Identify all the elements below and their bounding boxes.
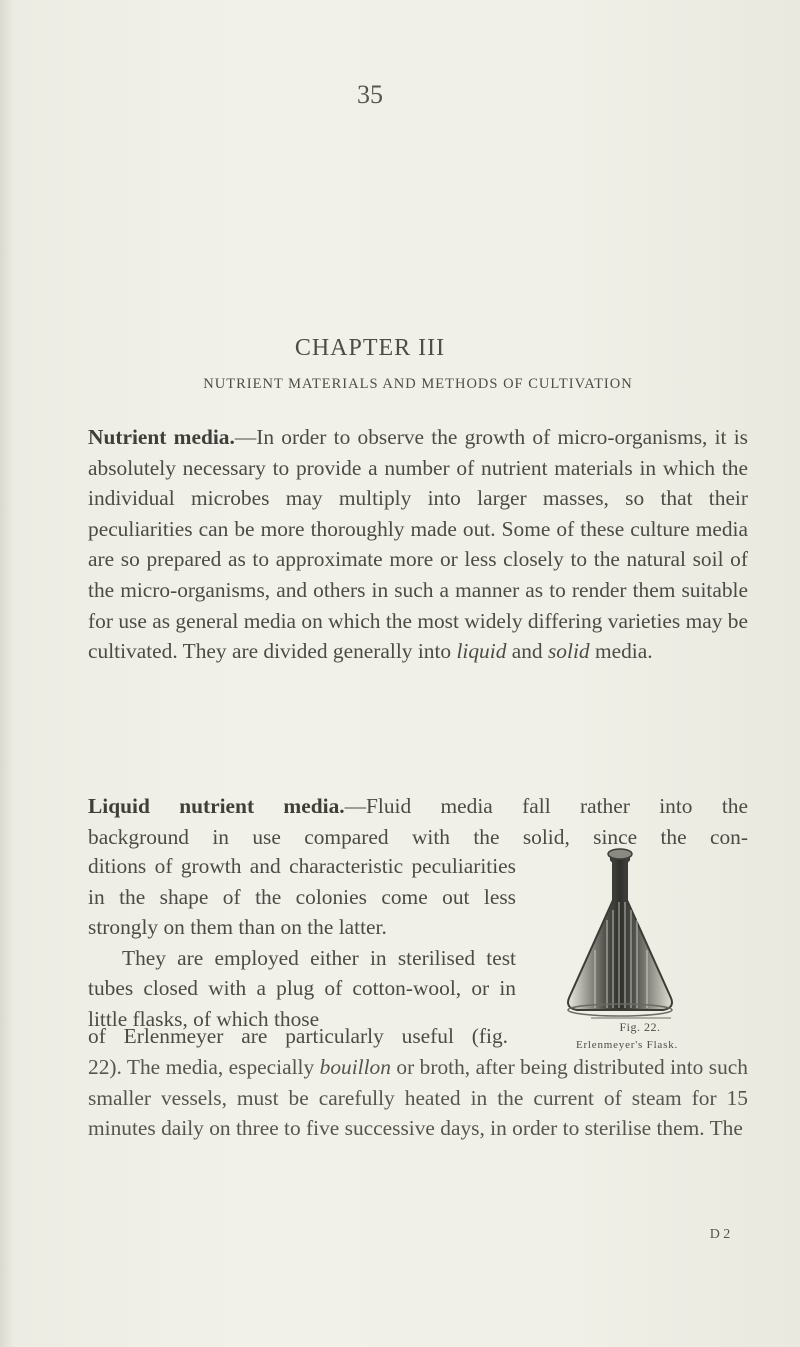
paragraph-text: ditions of growth and characteristic peculiarities in the shape of the colonies come out less strongly on them than on the latter.: [88, 854, 516, 940]
page-number: 35: [357, 80, 383, 109]
italic-term-bouillon: bouillon: [319, 1055, 391, 1079]
cotton-plug-shape: [608, 849, 632, 859]
italic-term-solid: solid: [547, 639, 590, 664]
paragraph-lead: Nutrient media.: [88, 425, 235, 449]
text-line-fig-reference: [88, 1021, 508, 1052]
paragraph-text: and: [506, 639, 548, 664]
text-line-content: —Fluid media fall rather into the: [344, 794, 748, 818]
text-line-content: of Erlenmeyer are particularly useful (fig.: [88, 1024, 508, 1048]
signature-mark: D 2: [709, 1227, 731, 1242]
page-gutter-shadow: [0, 0, 14, 1347]
paragraph-text: —In order to observe the growth of micro-organisms, it is absolutely necessary to provide a number of nutrient materials in which the individual microbes may multiply into larger masses, so that their peculiarities can be more thoroughly made out. Some of these culture media are so prepared as to approximate more or less closely to the natural soil of the micro-organisms, and others in such a manner as to render them suitable for use as general media on which the most widely differing varieties may be cultivated. They are divided generally into: [88, 425, 748, 664]
section-title: NUTRIENT MATERIALS AND METHODS OF CULTIVATION: [203, 376, 633, 392]
paragraph-text: media.: [589, 639, 653, 664]
paragraph-nutrient-media: [88, 422, 748, 667]
paragraph-text: 22). The media, especially: [88, 1055, 320, 1079]
figure-label: Fig. 22.: [619, 1020, 661, 1034]
italic-term-liquid: liquid: [456, 639, 507, 664]
chapter-title: CHAPTER III: [294, 335, 446, 361]
paragraph-text: or broth, after being distributed into such smaller vessels, must be carefully heated in the current of steam for 15 minutes daily on three to five successive days, in order to sterilise them. The: [88, 1055, 748, 1141]
figure-caption: Erlenmeyer's Flask.: [575, 1039, 679, 1051]
wrapped-text-column: [88, 851, 516, 1035]
text-line: [88, 791, 748, 822]
erlenmeyer-flask-illustration: [555, 840, 685, 1020]
paragraph-text: They are employed either in sterilised test tubes closed with a plug of cotton-wool, or in little flasks, of which those: [88, 945, 516, 1031]
paragraph-sterilisation: [88, 1052, 748, 1144]
flask-body-shape: [568, 850, 672, 1010]
text-line: background in use compared with the solid, since the con-: [88, 824, 748, 849]
paragraph-lead: Liquid nutrient media.: [88, 794, 345, 818]
